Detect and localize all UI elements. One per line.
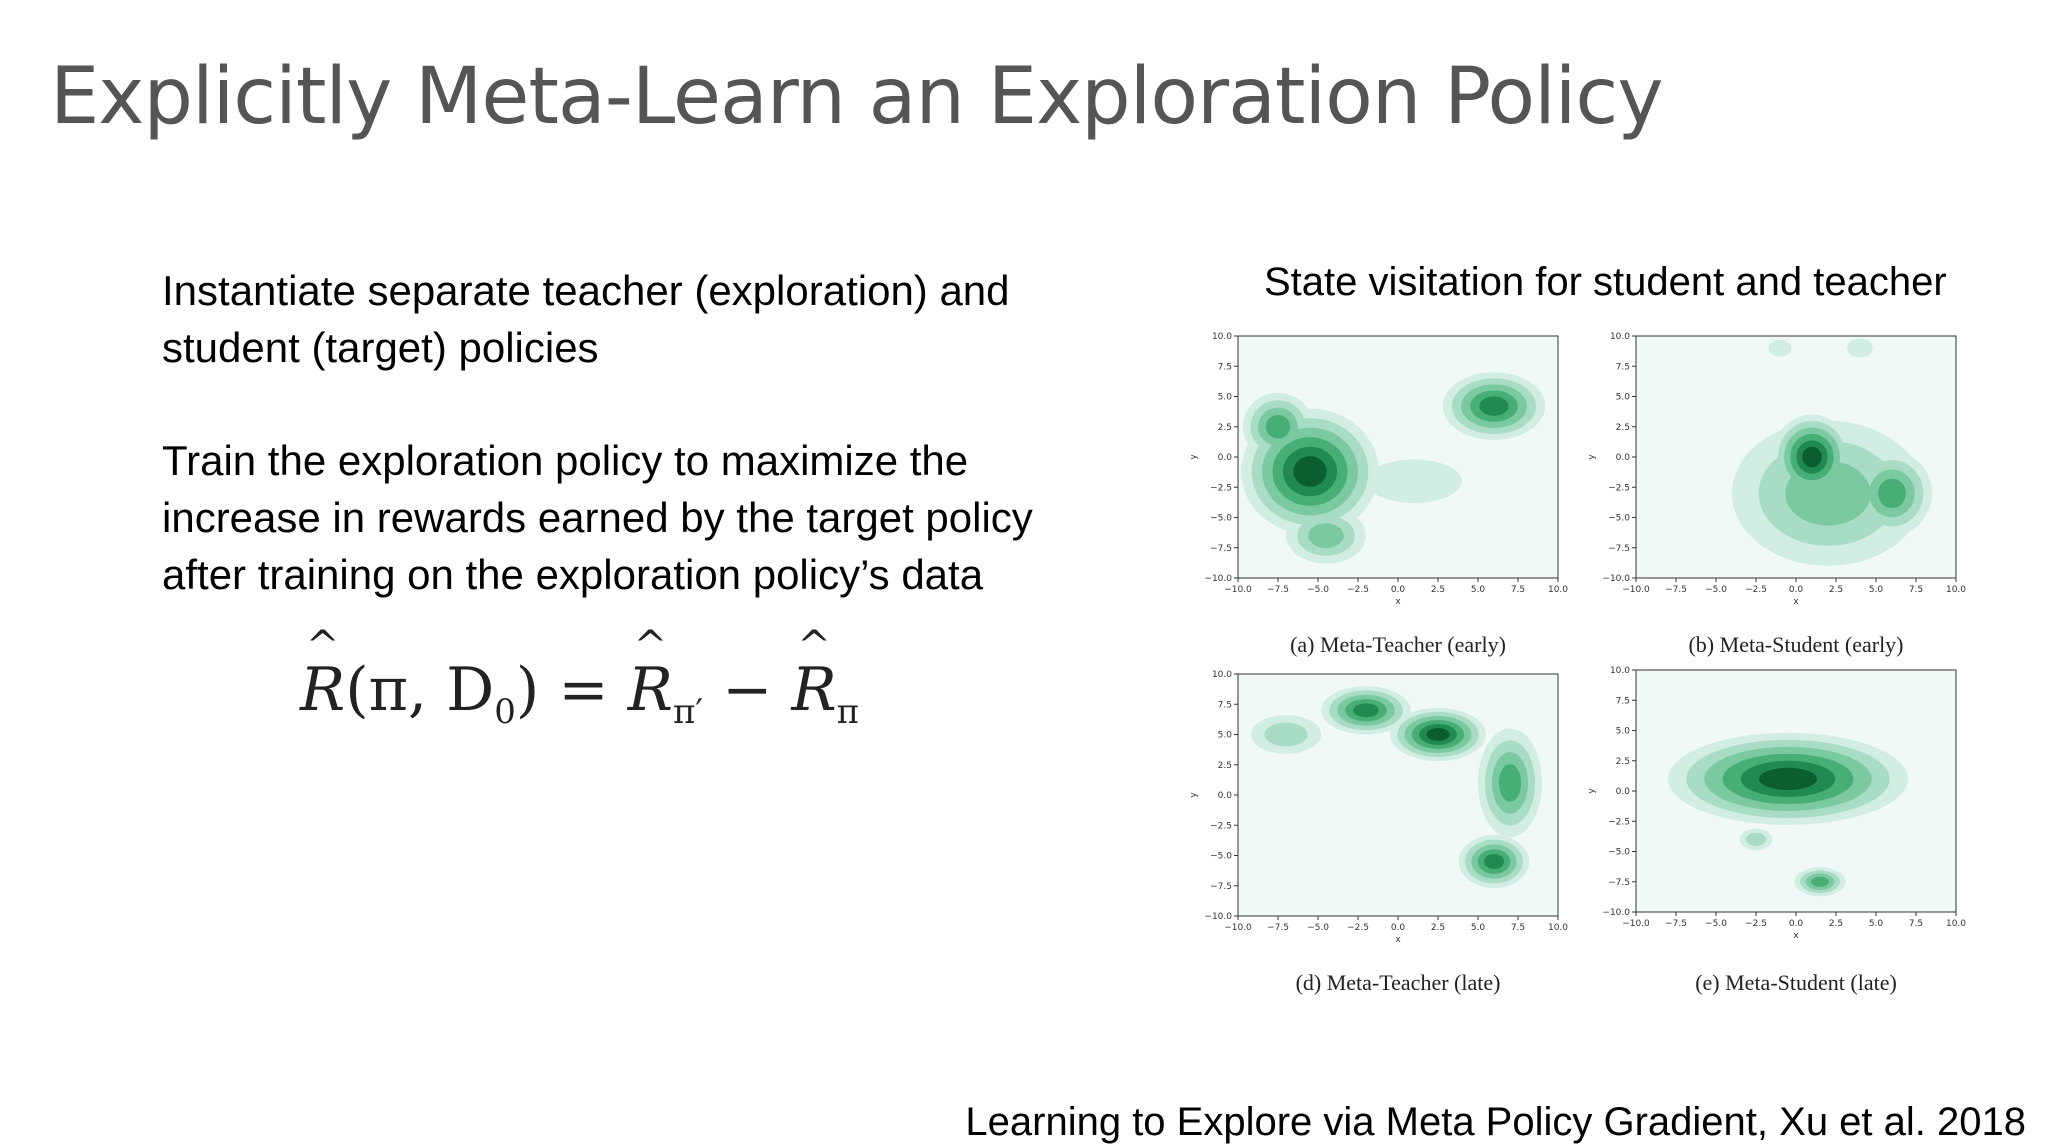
density-plot [1188,670,1568,956]
y-tick-label: −10.0 [1204,912,1232,922]
y-tick-label: −5.0 [1608,847,1630,858]
x-tick-label: −7.5 [1665,919,1687,929]
density-contour [1308,523,1344,548]
x-axis-label: x [1395,935,1401,945]
x-tick-label: −10.0 [1224,923,1252,933]
x-tick-label: 5.0 [1868,919,1884,929]
y-tick-label: −2.5 [1608,817,1630,828]
y-tick-label: 2.5 [1217,422,1232,433]
density-panel-1 [1586,332,1966,618]
x-axis-label: x [1793,931,1799,941]
y-tick-label: 10.0 [1609,332,1630,342]
density-panel-0 [1188,332,1568,618]
x-tick-label: 2.5 [1430,923,1446,933]
x-tick-label: 0.0 [1788,585,1804,595]
y-axis-label: y [1189,792,1199,798]
y-tick-label: 5.0 [1615,726,1630,737]
density-contour [1426,728,1449,741]
density-plot [1586,666,1966,952]
density-panel-2 [1188,670,1568,956]
panel-caption: (b) Meta-Student (early) [1688,632,1904,657]
y-axis-label: y [1587,788,1597,794]
density-contour [1366,459,1462,503]
panel-caption: (d) Meta-Teacher (late) [1295,970,1501,995]
y-tick-label: 10.0 [1211,332,1232,342]
x-tick-label: −5.0 [1307,585,1329,595]
x-tick-label: −5.0 [1705,919,1727,929]
y-tick-label: 0.0 [1217,453,1232,463]
density-contour [1353,703,1379,717]
x-tick-label: 0.0 [1788,919,1804,929]
x-tick-label: −10.0 [1224,585,1252,595]
formula-args-close: ) [515,655,540,725]
x-tick-label: −2.5 [1745,585,1767,595]
density-contour [1802,447,1821,468]
x-tick-label: 10.0 [1945,919,1967,929]
y-tick-label: 5.0 [1217,730,1232,741]
y-tick-label: 2.5 [1615,422,1630,433]
density-contour [1499,764,1521,802]
density-contour [1759,768,1817,790]
formula-arg-sub: 0 [494,692,516,732]
y-tick-label: 7.5 [1615,696,1630,707]
y-tick-label: −10.0 [1602,574,1630,584]
x-tick-label: −2.5 [1347,923,1369,933]
x-tick-label: 5.0 [1470,923,1486,933]
y-tick-label: −2.5 [1210,483,1232,494]
formula-term1: ^ R [628,655,673,725]
figure-title: State visitation for student and teacher [1264,260,1947,304]
density-panel-3 [1586,666,1966,952]
y-tick-label: 7.5 [1217,362,1232,373]
y-tick-label: 5.0 [1217,392,1232,403]
x-tick-label: 2.5 [1828,919,1844,929]
density-contour [1264,723,1307,747]
density-plot [1188,332,1568,618]
formula-term1-sub: π′ [672,692,704,732]
x-tick-label: 5.0 [1470,585,1486,595]
x-tick-label: −5.0 [1705,585,1727,595]
reward-formula [300,655,859,732]
y-tick-label: −5.0 [1210,851,1232,862]
x-tick-label: 5.0 [1868,585,1884,595]
formula-term2: ^ R [791,655,836,725]
x-tick-label: −7.5 [1665,585,1687,595]
y-tick-label: −10.0 [1204,574,1232,584]
x-tick-label: −10.0 [1622,585,1650,595]
y-tick-label: 0.0 [1615,453,1630,463]
x-axis-label: x [1793,597,1799,607]
formula-term2-sub: π [836,692,860,732]
density-plot [1586,332,1966,618]
x-tick-label: 7.5 [1908,919,1924,929]
y-axis-label: y [1189,454,1199,460]
x-tick-label: 2.5 [1828,585,1844,595]
slide-title: Explicitly Meta-Learn an Exploration Policy [50,52,1663,142]
y-tick-label: −7.5 [1608,877,1630,888]
density-contour [1811,877,1829,887]
density-contour [1484,854,1504,869]
y-tick-label: 2.5 [1217,760,1232,771]
y-tick-label: −2.5 [1608,483,1630,494]
density-contour [1293,456,1326,487]
x-tick-label: 0.0 [1390,923,1406,933]
formula-lhs: ^ R [300,655,345,725]
y-tick-label: −5.0 [1210,513,1232,524]
y-tick-label: −7.5 [1608,543,1630,554]
density-contour [1479,397,1508,416]
density-contour [1266,415,1290,439]
paragraph-training: Train the exploration policy to maximize the increase in rewards earned by the target policy after training on the exploration policy’s data [162,437,1033,598]
x-tick-label: 10.0 [1547,923,1569,933]
y-tick-label: 7.5 [1615,362,1630,373]
y-tick-label: −10.0 [1602,908,1630,918]
panel-caption: (a) Meta-Teacher (early) [1290,632,1506,657]
y-tick-label: −7.5 [1210,881,1232,892]
y-tick-label: −5.0 [1608,513,1630,524]
x-tick-label: 7.5 [1510,923,1526,933]
x-tick-label: −10.0 [1622,919,1650,929]
y-tick-label: 0.0 [1615,787,1630,797]
x-axis-label: x [1395,597,1401,607]
y-tick-label: 10.0 [1609,666,1630,676]
x-tick-label: 7.5 [1510,585,1526,595]
x-tick-label: 2.5 [1430,585,1446,595]
x-tick-label: −2.5 [1745,919,1767,929]
x-tick-label: −2.5 [1347,585,1369,595]
density-contour [1769,340,1791,357]
x-tick-label: −7.5 [1267,585,1289,595]
density-contour [1847,338,1873,357]
paragraph-policies: Instantiate separate teacher (exploration) and student (target) policies [162,267,1010,371]
citation: Learning to Explore via Meta Policy Gradient, Xu et al. 2018 [965,1100,2026,1144]
formula-equals: = [558,655,609,725]
y-axis-label: y [1587,454,1597,460]
x-tick-label: 10.0 [1547,585,1569,595]
y-tick-label: −7.5 [1210,543,1232,554]
x-tick-label: 10.0 [1945,585,1967,595]
y-tick-label: 10.0 [1211,670,1232,680]
y-tick-label: −2.5 [1210,821,1232,832]
y-tick-label: 0.0 [1217,791,1232,801]
y-tick-label: 2.5 [1615,756,1630,767]
formula-minus: − [722,655,773,725]
formula-args: (π, D [345,655,495,725]
x-tick-label: 7.5 [1908,585,1924,595]
y-tick-label: 5.0 [1615,392,1630,403]
y-tick-label: 7.5 [1217,700,1232,711]
x-tick-label: −5.0 [1307,923,1329,933]
panel-caption: (e) Meta-Student (late) [1695,970,1897,995]
x-tick-label: −7.5 [1267,923,1289,933]
x-tick-label: 0.0 [1390,585,1406,595]
density-contour [1746,833,1766,846]
density-contour [1878,479,1906,508]
